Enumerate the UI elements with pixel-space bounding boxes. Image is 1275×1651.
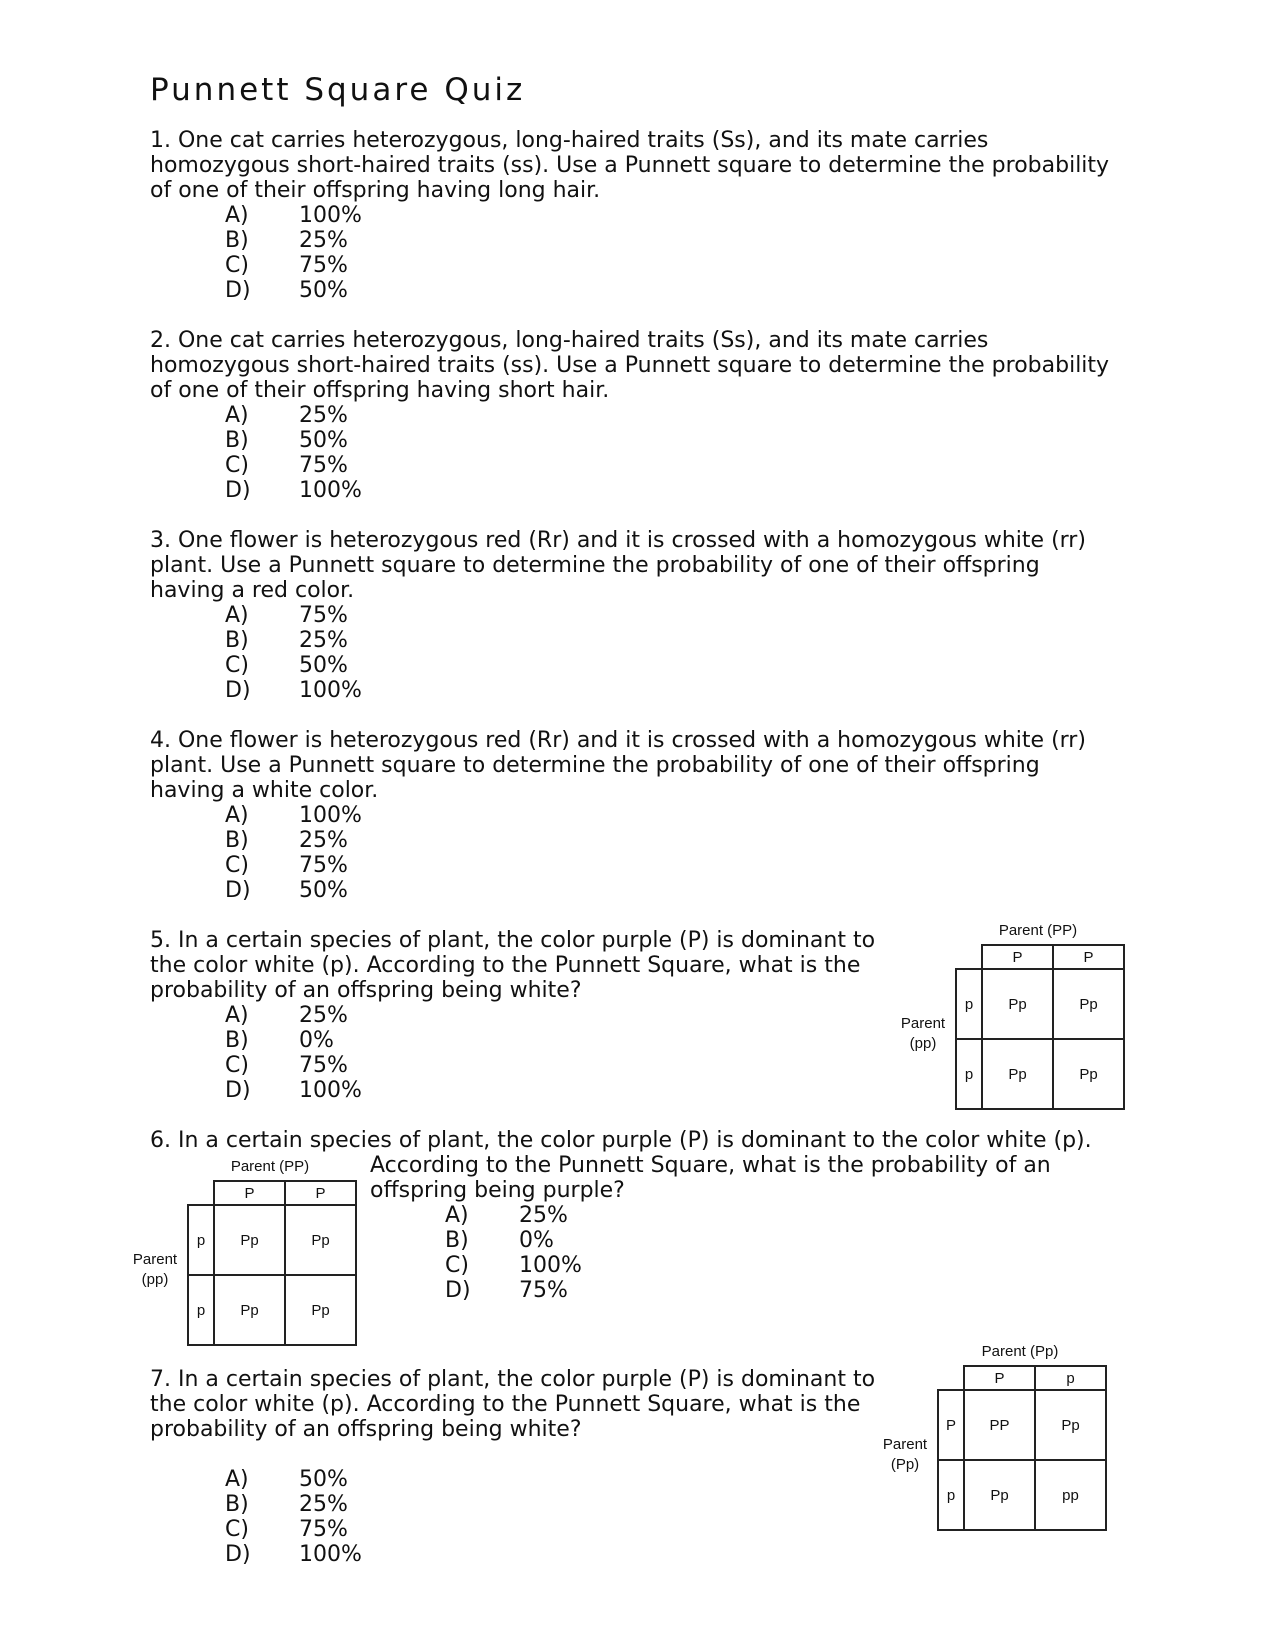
top-allele: P [981, 944, 1054, 970]
punnett-cell: Pp [284, 1274, 357, 1346]
option-a[interactable]: A) 25% [225, 1003, 348, 1028]
punnett-cell: PP [963, 1389, 1036, 1461]
punnett-cell: Pp [1052, 1038, 1125, 1110]
punnett-cell: Pp [1034, 1389, 1107, 1461]
option-a[interactable]: A) 100% [225, 803, 362, 828]
option-c[interactable]: C) 75% [225, 1053, 348, 1078]
option-b[interactable]: B) 50% [225, 428, 348, 453]
option-d[interactable]: D) 100% [225, 1542, 362, 1567]
answer-options [225, 803, 1090, 903]
top-allele: P [963, 1365, 1036, 1391]
question-text: 6. In a certain species of plant, the color purple (P) is dominant to the color white (p). [150, 1128, 1092, 1153]
answer-options [225, 1467, 880, 1567]
top-parent-label: Parent (PP) [998, 922, 1078, 939]
left-allele: p [187, 1204, 215, 1276]
left-parent-label: Parent (Pp) [882, 1436, 928, 1473]
left-allele: p [187, 1274, 215, 1346]
top-allele: P [1052, 944, 1125, 970]
option-b[interactable]: B) 25% [225, 628, 348, 653]
option-c[interactable]: C) 50% [225, 653, 348, 678]
punnett-square-q6 [125, 1158, 365, 1358]
punnett-cell: Pp [1052, 968, 1125, 1040]
punnett-cell: Pp [213, 1274, 286, 1346]
question-2 [150, 328, 1130, 503]
option-a[interactable]: A) 25% [225, 403, 348, 428]
punnett-cell: pp [1034, 1459, 1107, 1531]
option-d[interactable]: D) 100% [225, 678, 362, 703]
top-parent-label: Parent (Pp) [981, 1343, 1059, 1360]
punnett-cell: Pp [284, 1204, 357, 1276]
question-text: 2. One cat carries heterozygous, long-haired traits (Ss), and its mate carries homozygous short-haired traits (ss). Use a Punnett square to determine the probability of one of their offspring having short hair. [150, 328, 1110, 403]
option-a[interactable]: A) 100% [225, 203, 362, 228]
question-text: 1. One cat carries heterozygous, long-haired traits (Ss), and its mate carries homozygous short-haired traits (ss). Use a Punnett square to determine the probability of one of their offspring having long hair. [150, 128, 1110, 203]
option-d[interactable]: D) 100% [225, 1078, 362, 1103]
left-allele: p [937, 1459, 965, 1531]
punnett-square-q5 [893, 922, 1133, 1122]
left-parent-label: Parent (pp) [900, 1015, 946, 1052]
question-text-continued: According to the Punnett Square, what is the probability of an offspring being purple? A) 25% B) 0% C) 100% D) 75% [370, 1153, 1090, 1303]
top-parent-label: Parent (PP) [230, 1158, 310, 1175]
question-text: 5. In a certain species of plant, the color purple (P) is dominant to the color white (p). According to the Punnett Square, what is the probability of an offspring being white? [150, 928, 876, 1003]
question-7 [150, 1367, 880, 1567]
option-b[interactable]: B) 0% [445, 1228, 554, 1253]
answer-options [225, 403, 1130, 503]
option-c[interactable]: C) 75% [225, 453, 348, 478]
option-d[interactable]: D) 75% [445, 1278, 568, 1303]
option-c[interactable]: C) 75% [225, 1517, 348, 1542]
option-d[interactable]: D) 50% [225, 878, 348, 903]
option-c[interactable]: C) 75% [225, 253, 348, 278]
answer-options [225, 603, 1090, 703]
option-d[interactable]: D) 100% [225, 478, 362, 503]
question-text: 7. In a certain species of plant, the color purple (P) is dominant to the color white (p). According to the Punnett Square, what is the probability of an offspring being white? [150, 1367, 876, 1442]
question-text: 3. One flower is heterozygous red (Rr) and it is crossed with a homozygous white (rr) plant. Use a Punnett square to determine the probability of one of their offspring having a red color. [150, 528, 1086, 603]
punnett-cell: Pp [981, 968, 1054, 1040]
punnett-square-q7 [875, 1343, 1115, 1543]
option-a[interactable]: A) 50% [225, 1467, 348, 1492]
punnett-cell: Pp [981, 1038, 1054, 1110]
option-a[interactable]: A) 75% [225, 603, 348, 628]
answer-options [445, 1203, 1090, 1303]
option-a[interactable]: A) 25% [445, 1203, 568, 1228]
question-5 [150, 928, 880, 1103]
left-allele: p [955, 968, 983, 1040]
left-allele: p [955, 1038, 983, 1110]
question-4 [150, 728, 1090, 903]
punnett-cell: Pp [213, 1204, 286, 1276]
question-text: 4. One flower is heterozygous red (Rr) and it is crossed with a homozygous white (rr) plant. Use a Punnett square to determine the probability of one of their offspring having a white color. [150, 728, 1086, 803]
option-c[interactable]: C) 100% [445, 1253, 582, 1278]
option-b[interactable]: B) 0% [225, 1028, 334, 1053]
left-allele: P [937, 1389, 965, 1461]
option-b[interactable]: B) 25% [225, 828, 348, 853]
option-d[interactable]: D) 50% [225, 278, 348, 303]
page-title: Punnett Square Quiz [150, 72, 526, 108]
question-1 [150, 128, 1130, 303]
question-3 [150, 528, 1090, 703]
option-b[interactable]: B) 25% [225, 1492, 348, 1517]
answer-options [225, 1003, 880, 1103]
punnett-cell: Pp [963, 1459, 1036, 1531]
top-allele: P [213, 1180, 286, 1206]
answer-options [225, 203, 1130, 303]
option-c[interactable]: C) 75% [225, 853, 348, 878]
top-allele: p [1034, 1365, 1107, 1391]
top-allele: P [284, 1180, 357, 1206]
option-b[interactable]: B) 25% [225, 228, 348, 253]
left-parent-label: Parent (pp) [132, 1251, 178, 1288]
